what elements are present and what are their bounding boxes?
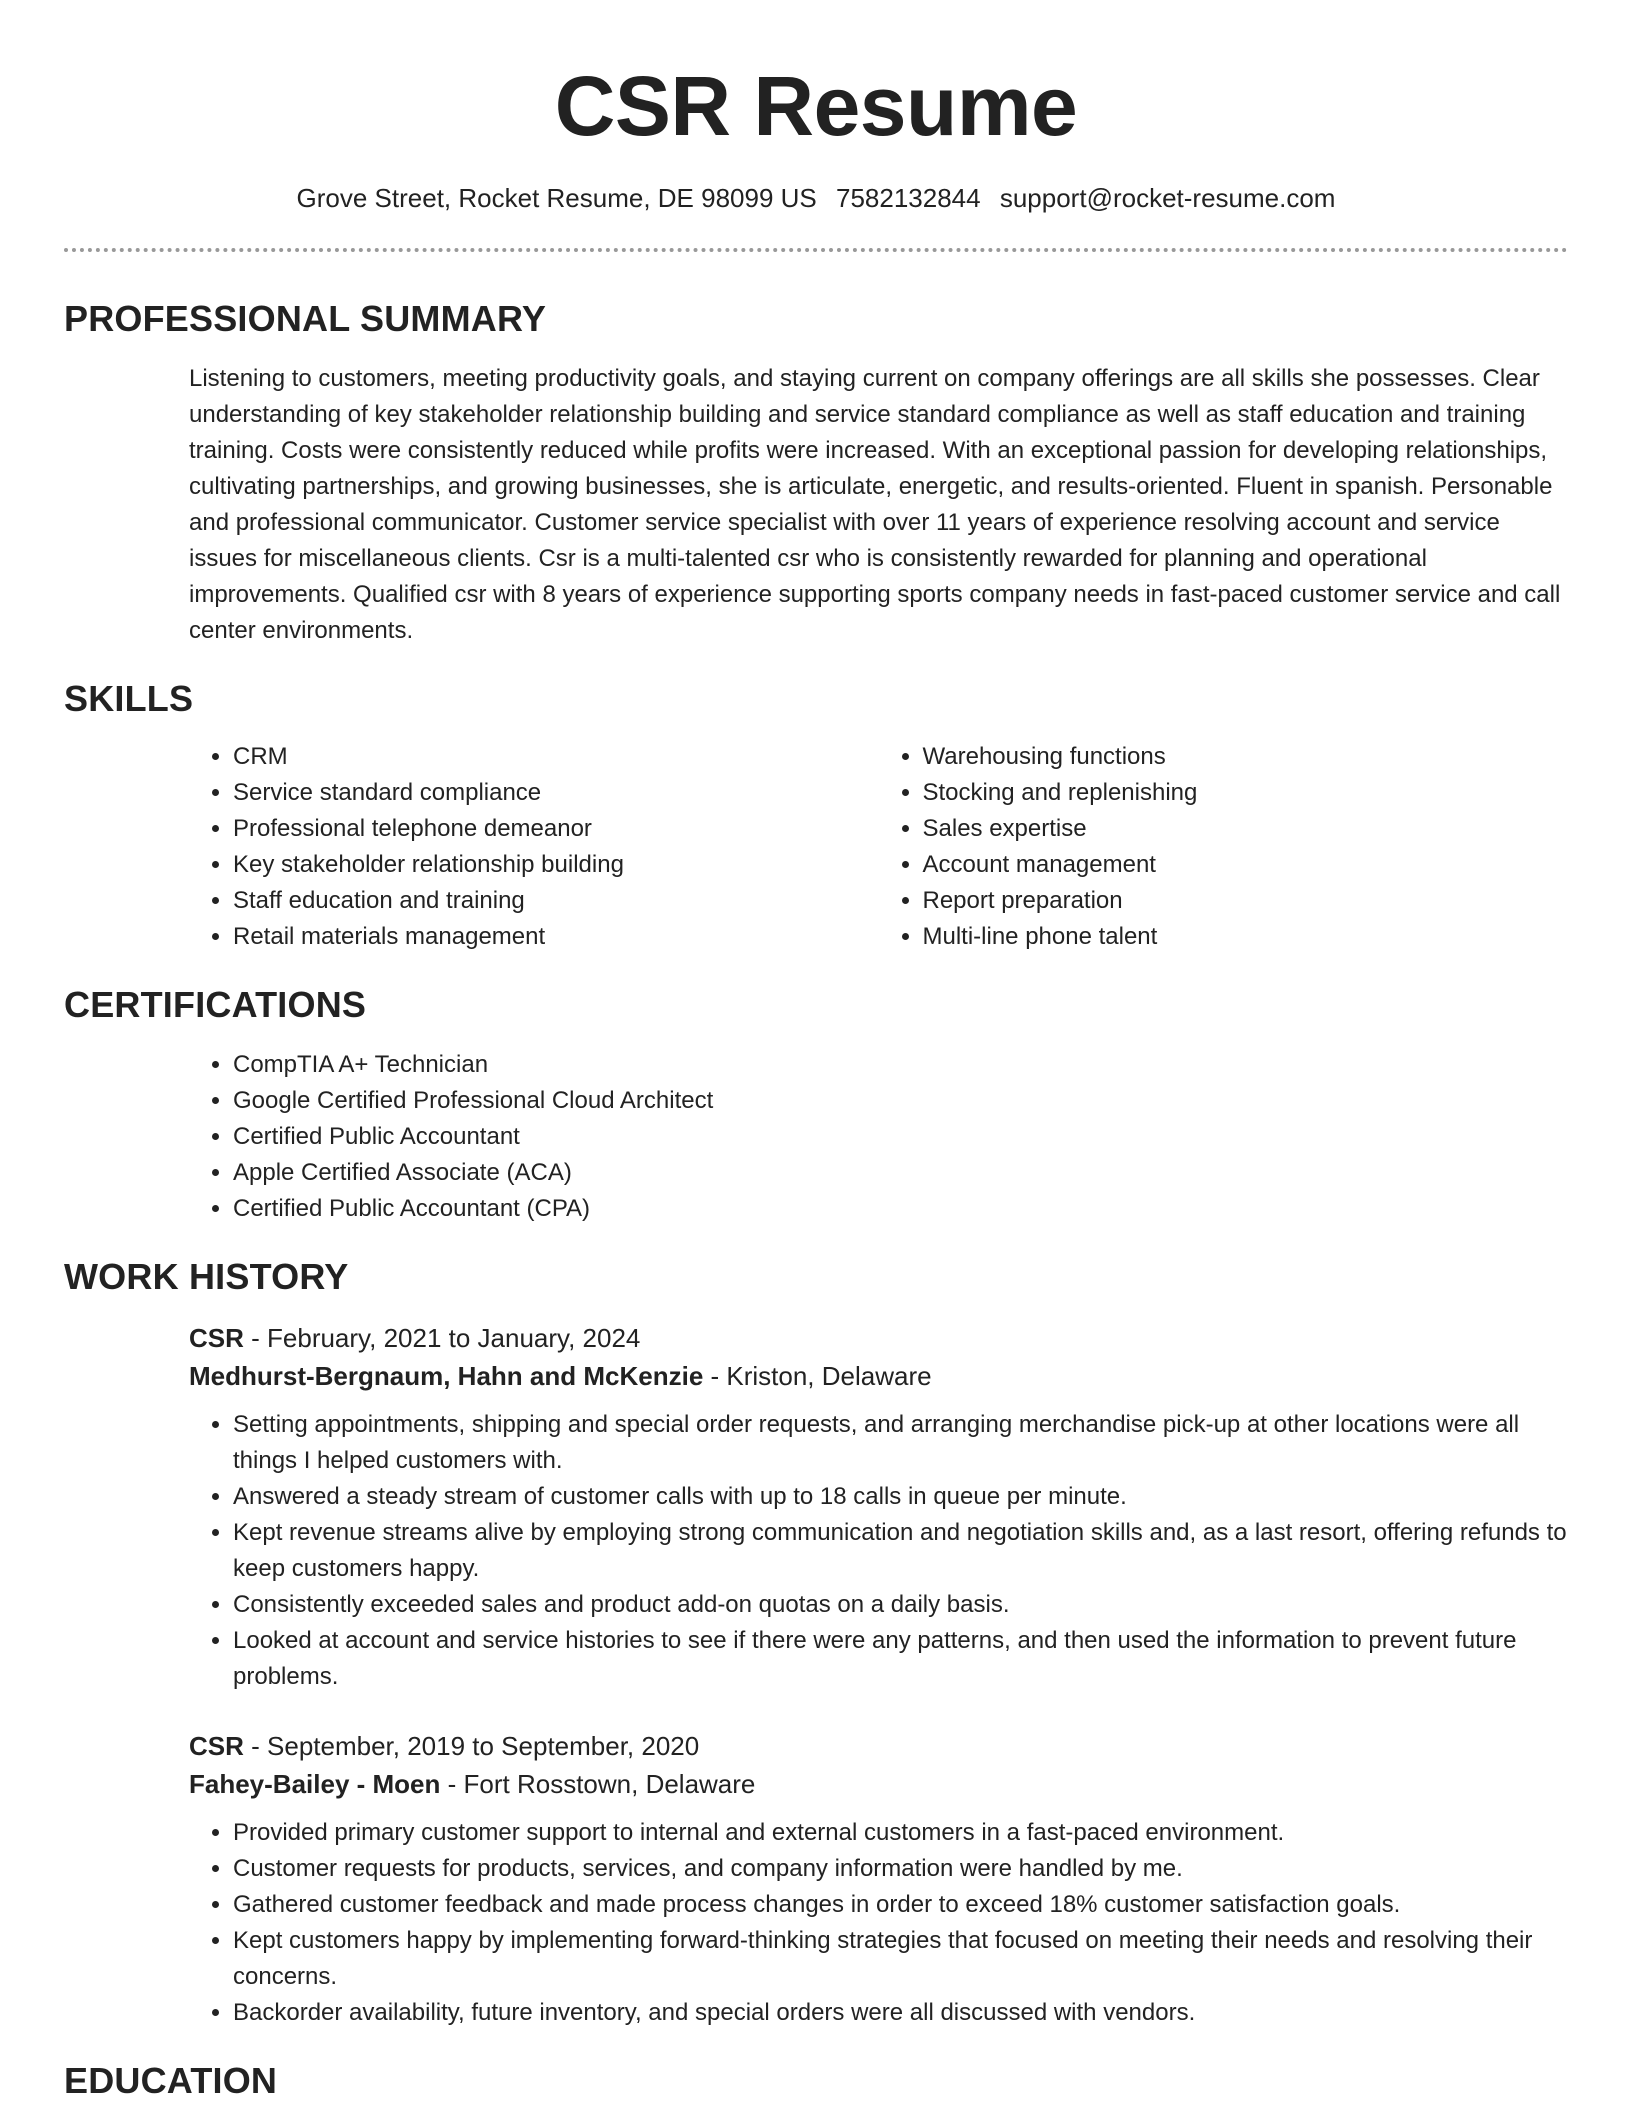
work-history-heading: WORK HISTORY	[64, 1256, 349, 1297]
skill-item: • Service standard compliance	[233, 775, 879, 811]
summary-heading: PROFESSIONAL SUMMARY	[64, 298, 547, 339]
skill-item: • Multi-line phone talent	[923, 919, 1569, 955]
job-bullet: • Consistently exceeded sales and product add-on quotas on a daily basis.	[233, 1587, 1568, 1623]
skill-item: • Sales expertise	[923, 811, 1569, 847]
contact-phone: 7582132844	[836, 183, 981, 213]
work-history-section	[64, 1255, 1568, 2031]
contact-line	[64, 181, 1568, 215]
job-bullet: • Customer requests for products, services, and company information were handled by me.	[233, 1851, 1568, 1887]
job-entry	[189, 1319, 1568, 1695]
job-location: - Kriston, Delaware	[703, 1361, 932, 1391]
certification-item: • Certified Public Accountant	[233, 1119, 1568, 1155]
job-entry	[189, 1727, 1568, 2031]
certifications-heading: CERTIFICATIONS	[64, 984, 367, 1025]
skills-heading: SKILLS	[64, 678, 194, 719]
job-company-line	[189, 1765, 1568, 1803]
skill-item: • Account management	[923, 847, 1569, 883]
skill-item: • Stocking and replenishing	[923, 775, 1569, 811]
job-company: Medhurst-Bergnaum, Hahn and McKenzie	[189, 1361, 704, 1391]
job-title-line	[189, 1727, 1568, 1765]
job-title-line	[189, 1319, 1568, 1357]
certification-item: • Apple Certified Associate (ACA)	[233, 1155, 1568, 1191]
education-heading: EDUCATION	[64, 2060, 278, 2101]
job-bullet: • Answered a steady stream of customer calls with up to 18 calls in queue per minute.	[233, 1479, 1568, 1515]
skill-item: • CRM	[233, 739, 879, 775]
job-location: - Fort Rosstown, Delaware	[440, 1769, 756, 1799]
skill-item: • Retail materials management	[233, 919, 879, 955]
skill-item: • Key stakeholder relationship building	[233, 847, 879, 883]
contact-address: Grove Street, Rocket Resume, DE 98099 US	[296, 183, 817, 213]
certification-item: • CompTIA A+ Technician	[233, 1047, 1568, 1083]
job-bullets	[189, 1815, 1568, 2031]
education-section	[64, 2059, 1568, 2103]
skill-item: • Staff education and training	[233, 883, 879, 919]
skills-columns	[189, 739, 1568, 955]
job-bullet: • Setting appointments, shipping and special order requests, and arranging merchandise pick-up at other locations were all things I helped customers with.	[233, 1407, 1568, 1479]
resume-page	[64, 0, 1568, 2103]
certification-item: • Certified Public Accountant (CPA)	[233, 1191, 1568, 1227]
job-bullet: • Kept revenue streams alive by employing strong communication and negotiation skills and, as a last resort, offering refunds to keep customers happy.	[233, 1515, 1568, 1587]
skill-item: • Report preparation	[923, 883, 1569, 919]
job-bullet: • Backorder availability, future inventory, and special orders were all discussed with vendors.	[233, 1995, 1568, 2031]
contact-email: support@rocket-resume.com	[999, 183, 1336, 213]
skills-section	[64, 677, 1568, 955]
job-title: CSR	[189, 1323, 244, 1353]
skills-left-list	[189, 739, 879, 955]
job-bullet: • Kept customers happy by implementing forward-thinking strategies that focused on meeting their needs and resolving their concerns.	[233, 1923, 1568, 1995]
job-bullet: • Looked at account and service histories to see if there were any patterns, and then used the information to prevent future problems.	[233, 1623, 1568, 1695]
skill-item: • Warehousing functions	[923, 739, 1569, 775]
summary-text: Listening to customers, meeting productivity goals, and staying current on company offerings are all skills she possesses. Clear understanding of key stakeholder relationship building and service standard compliance as well as staff education and training training. Costs were consistently reduced while profits were increased. With an exceptional passion for developing relationships, cultivating partnerships, and growing businesses, she is articulate, energetic, and results-oriented. Fluent in spanish. Personable and professional communicator. Customer service specialist with over 11 years of experience resolving account and service issues for miscellaneous clients. Csr is a multi-talented csr who is consistently rewarded for planning and operational improvements. Qualified csr with 8 years of experience supporting sports company needs in fast-paced customer service and call center environments.	[189, 365, 1561, 644]
job-company-line	[189, 1357, 1568, 1395]
resume-name: CSR Resume	[554, 59, 1078, 153]
skills-right-list	[879, 739, 1569, 955]
certification-item: • Google Certified Professional Cloud Architect	[233, 1083, 1568, 1119]
job-dates: - February, 2021 to January, 2024	[243, 1323, 641, 1353]
skill-item: • Professional telephone demeanor	[233, 811, 879, 847]
certifications-list	[189, 1047, 1568, 1227]
job-title: CSR	[189, 1731, 244, 1761]
job-bullets	[189, 1407, 1568, 1695]
job-dates: - September, 2019 to September, 2020	[243, 1731, 700, 1761]
job-bullet: • Gathered customer feedback and made process changes in order to exceed 18% customer satisfaction goals.	[233, 1887, 1568, 1923]
summary-section	[64, 297, 1568, 649]
job-bullet: • Provided primary customer support to internal and external customers in a fast-paced environment.	[233, 1815, 1568, 1851]
header-divider	[64, 248, 1568, 252]
certifications-section	[64, 983, 1568, 1227]
job-company: Fahey-Bailey - Moen	[189, 1769, 441, 1799]
